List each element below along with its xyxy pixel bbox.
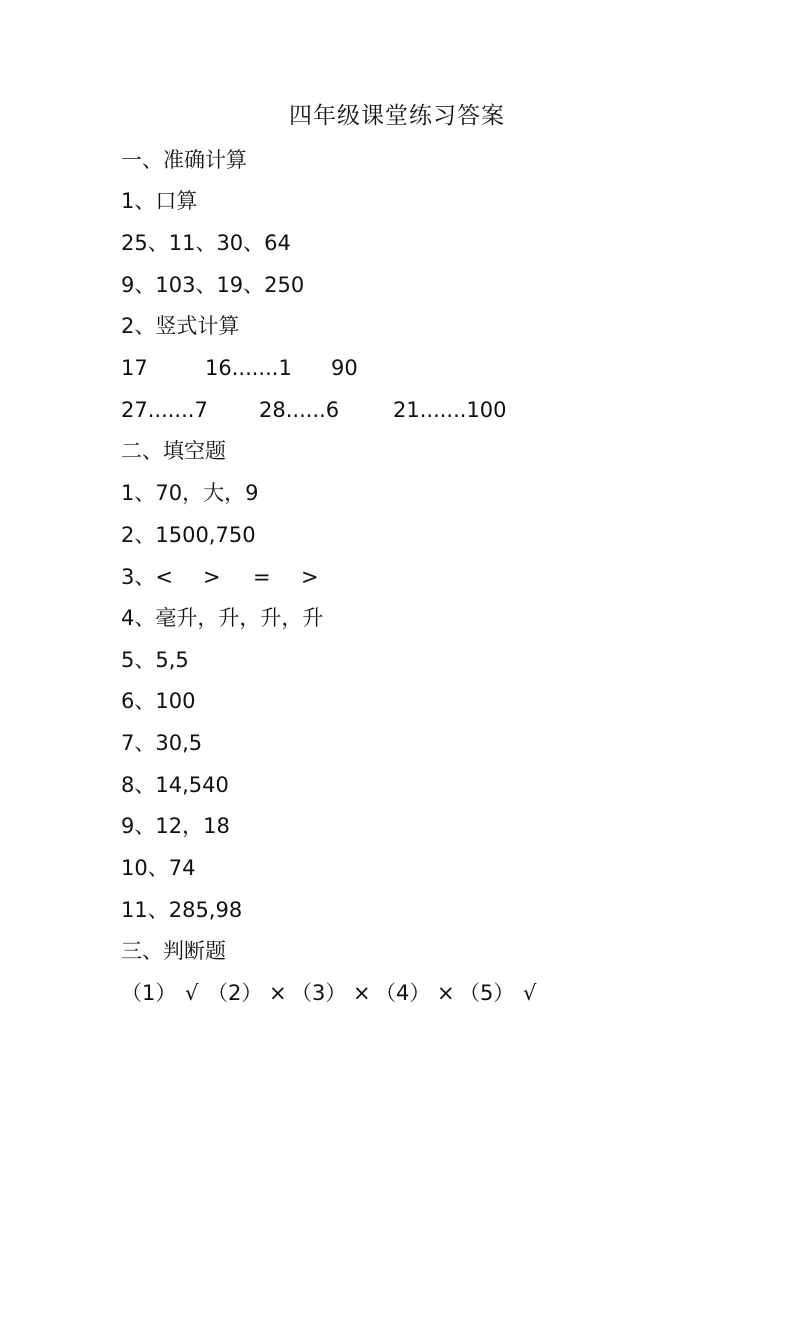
oral-answers-line-2: 9、103、19、250 [121, 273, 305, 297]
comparison-sign: = [253, 565, 271, 589]
cross-mark: × [353, 981, 371, 1005]
comparison-sign: > [301, 565, 319, 589]
fill-answer-1: 1、70，大，9 [121, 481, 259, 505]
subheading-oral: 1、口算 [121, 189, 198, 213]
section-heading-true-false: 三、判断题 [121, 939, 226, 963]
true-false-answers [121, 978, 537, 1338]
question-number: （3） [291, 981, 347, 1005]
check-mark: √ [523, 981, 537, 1005]
page-title: 四年级课堂练习答案 [289, 103, 505, 129]
fill-answer-10: 10、74 [121, 856, 196, 880]
fill-answer-3-first: 3、< [121, 565, 173, 589]
fill-answer-11: 11、285,98 [121, 898, 243, 922]
fill-answer-2: 2、1500,750 [121, 523, 256, 547]
vertical-answer: 16.......1 [205, 356, 292, 380]
section-heading-fill-blank: 二、填空题 [121, 439, 226, 463]
vertical-answer: 27.......7 [121, 398, 208, 422]
question-number: （1） [121, 981, 177, 1005]
oral-answers-line-1: 25、11、30、64 [121, 231, 291, 255]
comparison-sign: > [203, 565, 221, 589]
vertical-answer: 90 [331, 356, 358, 380]
question-number: （2） [207, 981, 263, 1005]
fill-answer-9: 9、12，18 [121, 814, 230, 838]
cross-mark: × [269, 981, 287, 1005]
vertical-answer: 28......6 [259, 398, 340, 422]
fill-answer-4: 4、毫升，升，升，升 [121, 606, 324, 630]
subheading-vertical: 2、竖式计算 [121, 314, 240, 338]
question-number: （4） [375, 981, 431, 1005]
vertical-answer: 21.......100 [393, 398, 507, 422]
fill-answer-5: 5、5,5 [121, 648, 189, 672]
vertical-answer: 17 [121, 356, 148, 380]
cross-mark: × [437, 981, 455, 1005]
fill-answer-8: 8、14,540 [121, 773, 229, 797]
check-mark: √ [185, 981, 199, 1005]
fill-answer-7: 7、30,5 [121, 731, 203, 755]
section-heading-calculation: 一、准确计算 [121, 148, 247, 172]
question-number: （5） [459, 981, 515, 1005]
fill-answer-6: 6、100 [121, 689, 196, 713]
